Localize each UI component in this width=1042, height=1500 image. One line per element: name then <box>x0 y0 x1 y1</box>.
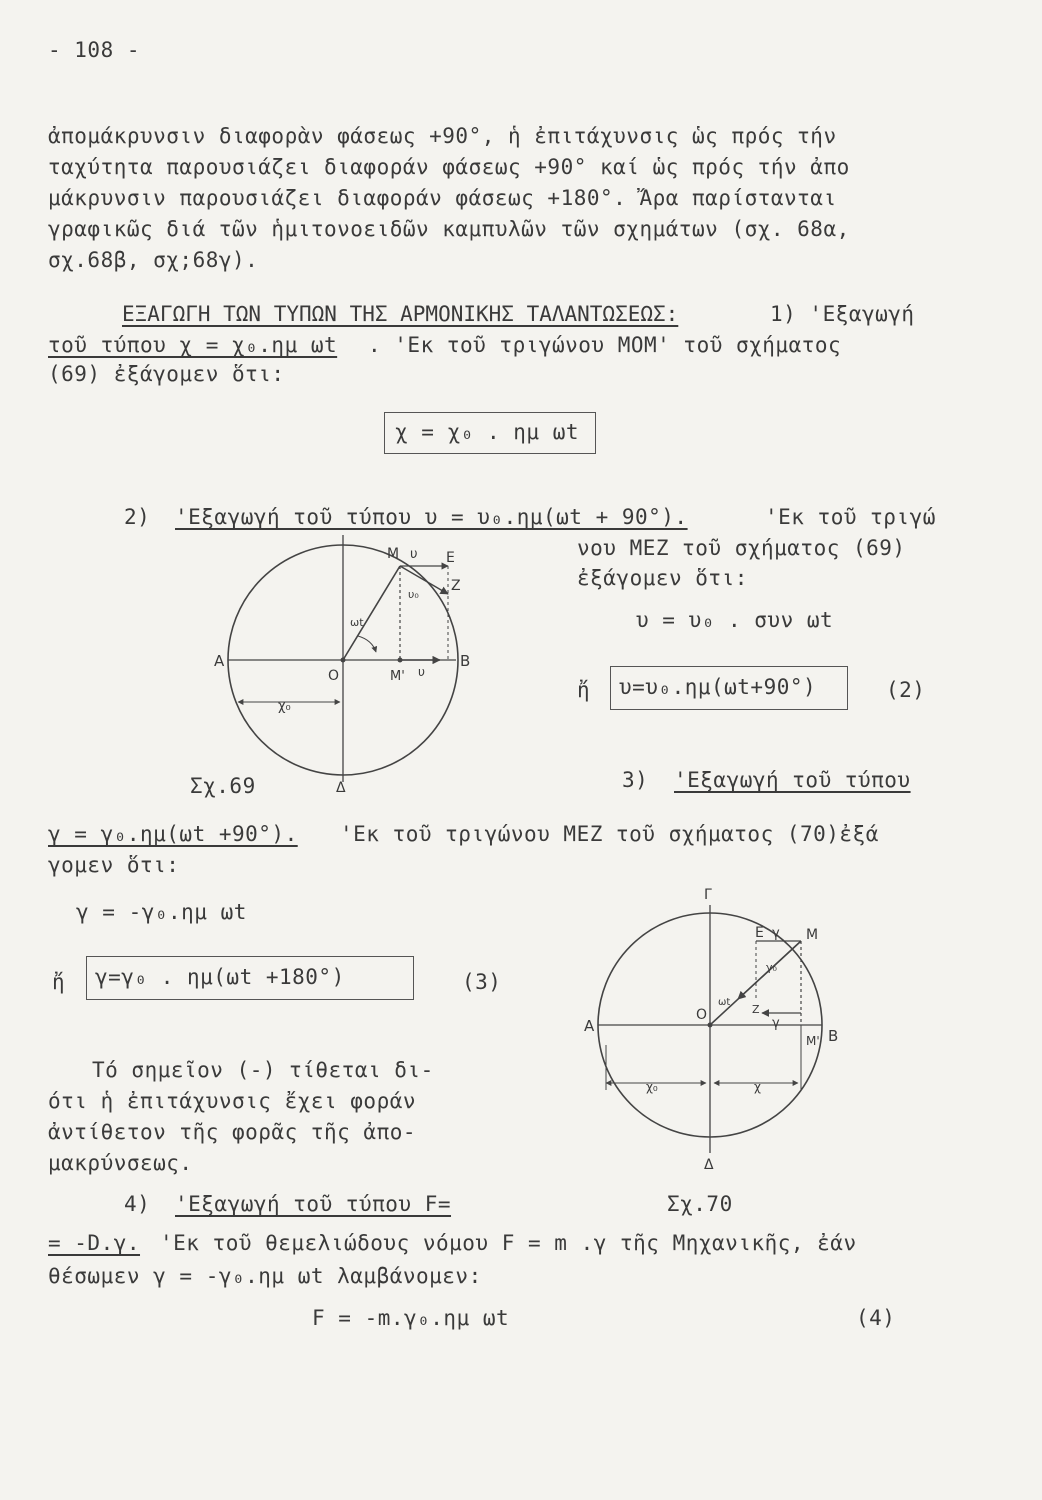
formula-box <box>384 412 596 454</box>
text-line: μάκρυνσιν παρουσιάζει διαφοράν φάσεως +180°. Ἄρα παρίστανται <box>48 186 837 210</box>
label-a: Α <box>214 652 225 670</box>
text-line: 'Εκ τοῦ τριγώ <box>765 505 936 529</box>
label-mprime: Μ' <box>806 1034 820 1048</box>
text-line: . 'Εκ τοῦ τριγώνου ΜΟΜ' τοῦ σχήματος <box>368 333 842 357</box>
item-number: 3) <box>622 768 649 792</box>
label-mprime: Μ' <box>390 669 405 684</box>
section-heading-continued: = -D.γ. <box>48 1231 141 1255</box>
figure-70-caption: Σχ.70 <box>667 1192 733 1216</box>
label-b: Β <box>828 1027 839 1045</box>
note-line: ἀντίθετον τῆς φορᾶς τῆς ἀπο- <box>48 1120 417 1144</box>
boxed-formula: χ = χ₀ . ημ ωt <box>395 420 580 444</box>
figure-70 <box>570 885 870 1185</box>
equation-number: (4) <box>856 1306 896 1330</box>
formula: υ = υ₀ . συν ωt <box>636 608 834 632</box>
center-point <box>708 1023 713 1028</box>
text-line: ἐξάγομεν ὅτι: <box>577 566 748 590</box>
label-y-small: γ <box>772 1016 780 1031</box>
section-heading: 'Εξαγωγή τοῦ τύπου υ = υ₀.ημ(ωt + 90°). <box>175 505 688 529</box>
formula-underlined: τοῦ τύπου χ = χ₀.ημ ωt <box>48 333 338 357</box>
label-a: Α <box>584 1017 595 1035</box>
formula: γ = -γ₀.ημ ωt <box>76 900 247 924</box>
figure-69-caption: Σχ.69 <box>190 774 256 798</box>
section-heading: 'Εξαγωγή τοῦ τύπου <box>674 768 911 792</box>
boxed-formula: υ=υ₀.ημ(ωt+90°) <box>619 675 817 699</box>
label-wt: ωt <box>350 616 364 629</box>
label-delta: Δ <box>336 780 346 796</box>
radius-om <box>343 566 400 660</box>
text-line: ἀπομάκρυνσιν διαφορὰν φάσεως +90°, ἡ ἐπιτάχυνσις ὡς πρός τήν <box>48 124 837 148</box>
label-gamma: Γ <box>704 887 712 903</box>
label-e: Ε <box>755 925 764 941</box>
label-x0: χ₀ <box>646 1080 658 1094</box>
item-number: 4) <box>124 1192 151 1216</box>
label-y: γ <box>772 926 780 941</box>
section-heading: ΕΞΑΓΩΓΗ ΤΩΝ ΤΥΠΩΝ ΤΗΣ ΑΡΜΟΝΙΚΗΣ ΤΑΛΑΝΤΩΣΕΩΣ: <box>122 302 679 326</box>
boxed-formula: γ=γ₀ . ημ(ωt +180°) <box>95 965 345 989</box>
text-line: (69) ἐξάγομεν ὅτι: <box>48 362 285 386</box>
label-z: Ζ <box>451 578 461 594</box>
label-e: Ε <box>446 550 455 566</box>
label-u0: υ₀ <box>408 588 419 601</box>
label-b: Β <box>460 652 471 670</box>
label-m: Μ <box>806 927 819 943</box>
item-number: 2) <box>124 505 151 529</box>
note-line: Τό σημεῖον (-) τίθεται δι- <box>92 1058 434 1082</box>
equation-number: (2) <box>886 678 926 702</box>
text-line: νου ΜΕΖ τοῦ σχήματος (69) <box>577 536 906 560</box>
label-m: Μ <box>387 546 400 562</box>
section-heading-continued: γ = γ₀.ημ(ωt +90°). <box>48 822 298 846</box>
note-line: μακρύνσεως. <box>48 1151 193 1175</box>
text-line: ταχύτητα παρουσιάζει διαφοράν φάσεως +90° καί ὡς πρός τήν ἀπο <box>48 155 850 179</box>
label-o: Ο <box>696 1007 708 1023</box>
text-line: 'Εκ τοῦ τριγώνου ΜΕΖ τοῦ σχήματος (70)ἐξά <box>340 822 879 846</box>
label-x: χ <box>754 1080 761 1094</box>
note-line: ότι ἡ ἐπιτάχυνσις ἔχει φοράν <box>48 1089 417 1113</box>
page-number: - 108 - <box>48 38 141 62</box>
point-mprime <box>398 658 403 663</box>
label-y0: γ₀ <box>766 961 777 974</box>
equation-number: (3) <box>462 970 502 994</box>
text-line: σχ.68β, σχ;68γ). <box>48 248 259 272</box>
text-line: γομεν ὅτι: <box>48 853 180 877</box>
formula: F = -m.γ₀.ημ ωt <box>312 1306 510 1330</box>
section-heading: 'Εξαγωγή τοῦ τύπου F= <box>175 1192 452 1216</box>
label-o: Ο <box>328 668 340 684</box>
label-wt: ωt <box>718 997 731 1008</box>
or-label: ἤ <box>577 678 591 702</box>
label-u-small: υ <box>418 665 425 679</box>
label-z: Ζ <box>752 1003 760 1016</box>
formula-box <box>86 956 414 1000</box>
text-line: θέσωμεν γ = -γ₀.ημ ωt λαμβάνομεν: <box>48 1264 482 1288</box>
label-delta: Δ <box>704 1157 714 1173</box>
or-label: ἤ <box>52 970 66 994</box>
text-line: γραφικῶς διά τῶν ἡμιτονοειδῶν καμπυλῶν τῶν σχημάτων (σχ. 68α, <box>48 217 850 241</box>
angle-arc <box>358 636 376 652</box>
label-u: υ <box>410 547 418 562</box>
text-line: 'Εκ τοῦ θεμελιώδους νόμου F = m .γ τῆς Μηχανικῆς, ἐάν <box>160 1231 857 1255</box>
item-label: 1) 'Εξαγωγή <box>770 302 915 326</box>
formula-box <box>610 666 848 710</box>
center-point <box>341 658 346 663</box>
label-x0: χ₀ <box>278 699 291 714</box>
